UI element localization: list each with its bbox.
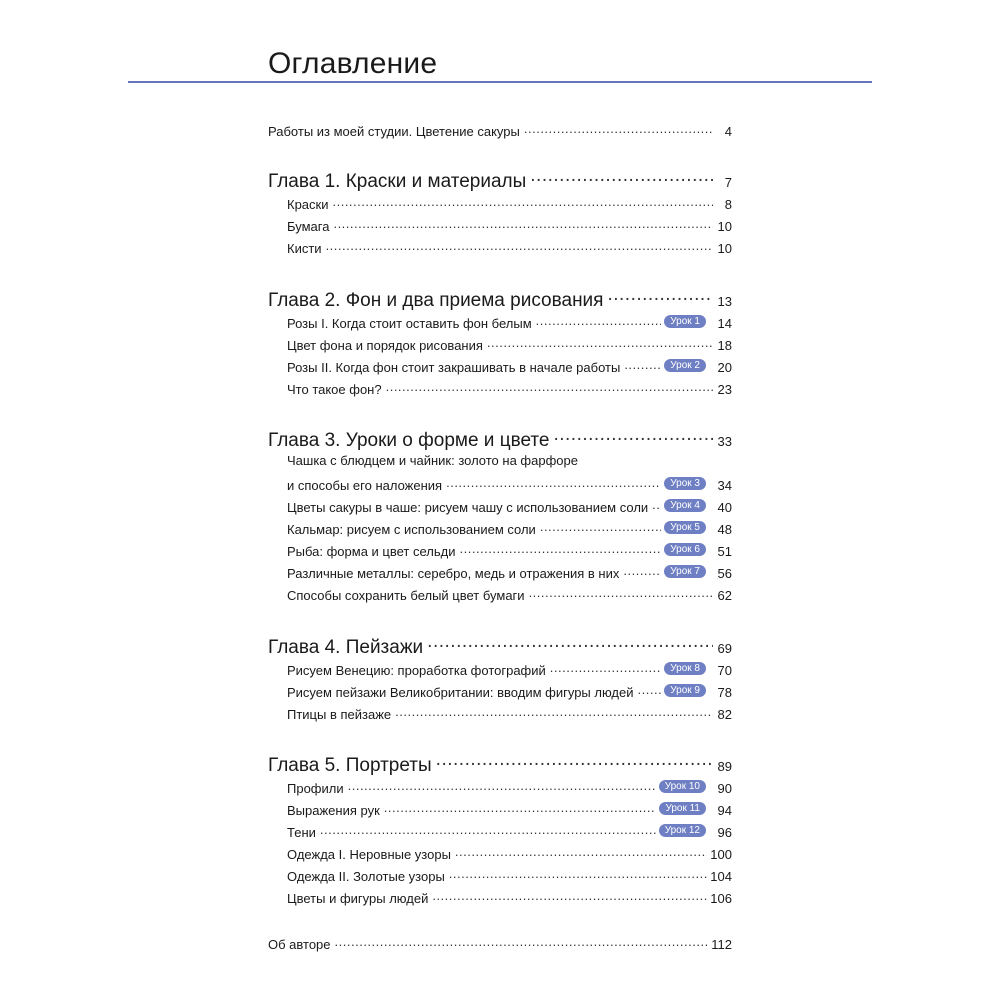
toc-page-number: 104 bbox=[710, 868, 732, 884]
toc-entry-label: Выражения рук bbox=[287, 802, 380, 818]
dot-leader bbox=[455, 843, 707, 859]
toc-page-number: 96 bbox=[717, 824, 732, 840]
toc-entry[interactable] bbox=[287, 378, 732, 396]
toc-page-number: 10 bbox=[717, 240, 732, 256]
toc-entry-label: Что такое фон? bbox=[287, 381, 382, 397]
dot-leader bbox=[326, 237, 713, 253]
toc-entry[interactable] bbox=[287, 799, 732, 817]
toc-entry[interactable] bbox=[287, 312, 732, 330]
toc-page-number: 69 bbox=[717, 640, 732, 656]
toc-entry[interactable] bbox=[287, 659, 732, 677]
toc-entry[interactable] bbox=[287, 518, 732, 536]
toc-page-number: 48 bbox=[717, 521, 732, 537]
toc-entry-label: Работы из моей студии. Цветение сакуры bbox=[268, 123, 520, 139]
dot-leader bbox=[384, 799, 657, 815]
lesson-badge: Урок 11 bbox=[659, 802, 706, 815]
toc-chapter-3[interactable] bbox=[268, 423, 732, 449]
dot-leader bbox=[333, 215, 713, 231]
toc-entry-label: Кисти bbox=[287, 240, 322, 256]
chapter-title: Глава 1. Краски и материалы bbox=[268, 170, 527, 192]
lesson-badge: Урок 12 bbox=[659, 824, 706, 837]
lesson-badge: Урок 4 bbox=[664, 499, 706, 512]
toc-entry[interactable] bbox=[287, 496, 732, 514]
toc-page-number: 89 bbox=[717, 758, 732, 774]
dot-leader bbox=[432, 887, 707, 903]
lesson-badge: Урок 2 bbox=[664, 359, 706, 372]
toc-page-number: 4 bbox=[724, 123, 732, 139]
lesson-badge: Урок 1 bbox=[664, 315, 706, 328]
toc-entry[interactable] bbox=[287, 703, 732, 721]
dot-leader bbox=[449, 865, 708, 881]
dot-leader bbox=[652, 496, 661, 512]
toc-page-number: 34 bbox=[717, 477, 732, 493]
dot-leader bbox=[607, 283, 713, 306]
toc-page-number: 8 bbox=[724, 196, 732, 212]
toc-entry-label: Тени bbox=[287, 824, 316, 840]
toc-entry-label: Рыба: форма и цвет сельди bbox=[287, 543, 456, 559]
toc-chapter-2[interactable] bbox=[268, 283, 732, 309]
toc-entry-label: Розы I. Когда стоит оставить фон белым bbox=[287, 315, 532, 331]
lesson-badge: Урок 9 bbox=[664, 684, 706, 697]
dot-leader bbox=[540, 518, 661, 534]
toc-entry-label: Одежда II. Золотые узоры bbox=[287, 868, 445, 884]
toc-page-number: 13 bbox=[717, 293, 732, 309]
lesson-badge: Урок 6 bbox=[664, 543, 706, 556]
toc-entry-label: Бумага bbox=[287, 218, 330, 234]
dot-leader bbox=[460, 540, 662, 556]
toc-page-number: 94 bbox=[717, 802, 732, 818]
toc-page-number: 62 bbox=[717, 587, 732, 603]
toc-entry-label: Профили bbox=[287, 780, 344, 796]
dot-leader bbox=[348, 777, 656, 793]
toc-entry[interactable] bbox=[287, 584, 732, 602]
toc-entry[interactable] bbox=[287, 562, 732, 580]
toc-page-number: 90 bbox=[717, 780, 732, 796]
toc-page-number: 20 bbox=[717, 359, 732, 375]
lesson-badge: Урок 3 bbox=[664, 477, 706, 490]
dot-leader bbox=[395, 703, 713, 719]
toc-page-number: 82 bbox=[717, 706, 732, 722]
toc-entry[interactable] bbox=[287, 215, 732, 233]
toc-entry-label: Цветы и фигуры людей bbox=[287, 890, 429, 906]
toc-entry-label: Рисуем Венецию: проработка фотографий bbox=[287, 662, 546, 678]
lesson-badge: Урок 7 bbox=[664, 565, 706, 578]
toc-entry[interactable] bbox=[287, 777, 732, 795]
toc-page-number: 112 bbox=[711, 936, 732, 952]
toc-entry-label: Краски bbox=[287, 196, 329, 212]
dot-leader bbox=[332, 193, 713, 209]
dot-leader bbox=[624, 356, 661, 372]
toc-page-number: 56 bbox=[717, 565, 732, 581]
dot-leader bbox=[553, 423, 713, 446]
dot-leader bbox=[386, 378, 713, 394]
dot-leader bbox=[335, 933, 709, 949]
toc-entry[interactable] bbox=[287, 540, 732, 558]
toc-chapter-5[interactable] bbox=[268, 748, 732, 774]
toc-entry[interactable] bbox=[287, 681, 732, 699]
toc-entry[interactable] bbox=[287, 474, 732, 492]
toc-page-number: 78 bbox=[717, 684, 732, 700]
toc-entry-label: Кальмар: рисуем с использованием соли bbox=[287, 521, 536, 537]
toc-entry-label: Цвет фона и порядок рисования bbox=[287, 337, 483, 353]
dot-leader bbox=[487, 334, 713, 350]
toc-entry[interactable] bbox=[287, 193, 732, 211]
chapter-title: Глава 3. Уроки о форме и цвете bbox=[268, 429, 550, 451]
lesson-badge: Урок 5 bbox=[664, 521, 706, 534]
toc-page-number: 100 bbox=[710, 846, 732, 862]
dot-leader bbox=[530, 164, 713, 187]
toc-entry-label: Об авторе bbox=[268, 936, 331, 952]
dot-leader bbox=[550, 659, 661, 675]
toc-entry[interactable] bbox=[287, 334, 732, 352]
toc-entry[interactable] bbox=[287, 821, 732, 839]
toc-page-number: 23 bbox=[717, 381, 732, 397]
toc-chapter-4[interactable] bbox=[268, 630, 732, 656]
toc-entry-label: Птицы в пейзаже bbox=[287, 706, 392, 722]
toc-entry[interactable] bbox=[287, 843, 732, 861]
toc-entry-first-line: Чашка с блюдцем и чайник: золото на фарфоре bbox=[287, 453, 578, 468]
toc-page-number: 7 bbox=[724, 174, 732, 190]
toc-entry[interactable] bbox=[287, 237, 732, 255]
toc-entry-label: Различные металлы: серебро, медь и отражения в них bbox=[287, 565, 620, 581]
toc-page-number: 70 bbox=[717, 662, 732, 678]
chapter-title: Глава 5. Портреты bbox=[268, 754, 432, 776]
dot-leader bbox=[623, 562, 661, 578]
toc-entry[interactable] bbox=[287, 356, 732, 374]
chapter-title: Глава 2. Фон и два приема рисования bbox=[268, 289, 604, 311]
toc-entry-label: Розы II. Когда фон стоит закрашивать в начале работы bbox=[287, 359, 621, 375]
toc-entry-label: Цветы сакуры в чаше: рисуем чашу с использованием соли bbox=[287, 499, 649, 515]
toc-page-number: 10 bbox=[717, 218, 732, 234]
toc-page-number: 18 bbox=[717, 337, 732, 353]
toc-entry-label: Рисуем пейзажи Великобритании: вводим фигуры людей bbox=[287, 684, 634, 700]
dot-leader bbox=[524, 120, 713, 136]
toc-page-number: 40 bbox=[717, 499, 732, 515]
lesson-badge: Урок 10 bbox=[659, 780, 706, 793]
toc-entry-intro[interactable] bbox=[268, 120, 732, 138]
toc-page-number: 33 bbox=[717, 433, 732, 449]
toc-entry-label: Способы сохранить белый цвет бумаги bbox=[287, 587, 525, 603]
dot-leader bbox=[536, 312, 662, 328]
toc-entry-label: Одежда I. Неровные узоры bbox=[287, 846, 451, 862]
dot-leader bbox=[529, 584, 713, 600]
toc-entry-label: и способы его наложения bbox=[287, 477, 443, 493]
toc-entry[interactable] bbox=[287, 865, 732, 883]
dot-leader bbox=[320, 821, 656, 837]
chapter-title: Глава 4. Пейзажи bbox=[268, 636, 424, 658]
dot-leader bbox=[638, 681, 662, 697]
page-title: Оглавление bbox=[268, 47, 438, 80]
toc-chapter-1[interactable] bbox=[268, 164, 732, 190]
dot-leader bbox=[427, 630, 713, 653]
dot-leader bbox=[446, 474, 661, 490]
toc-entry[interactable] bbox=[287, 887, 732, 905]
toc-page-number: 51 bbox=[717, 543, 732, 559]
toc-entry-about[interactable] bbox=[268, 933, 732, 951]
lesson-badge: Урок 8 bbox=[664, 662, 706, 675]
toc-page-number: 106 bbox=[710, 890, 732, 906]
toc-page-number: 14 bbox=[717, 315, 732, 331]
dot-leader bbox=[436, 748, 713, 771]
